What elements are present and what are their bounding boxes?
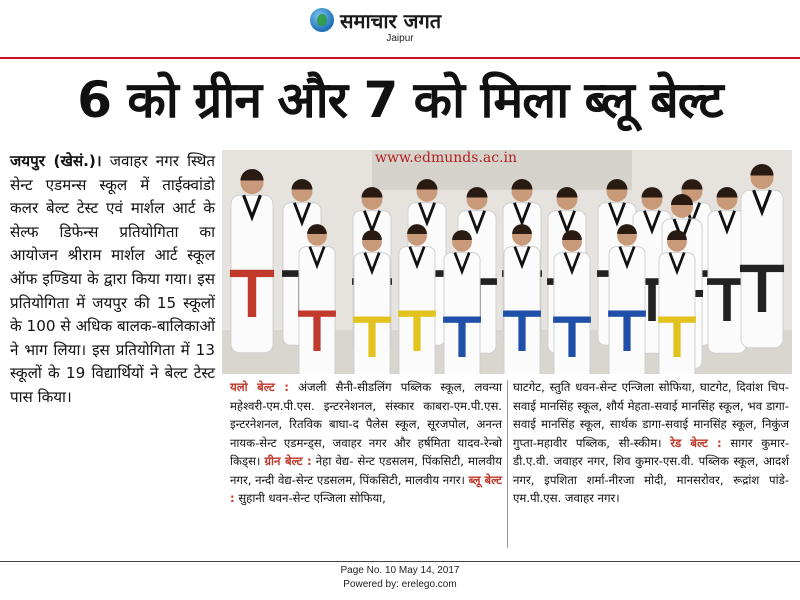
header-rule bbox=[0, 57, 800, 59]
dateline: जयपुर (खेसं.)। bbox=[10, 152, 102, 170]
headline: 6 को ग्रीन और 7 को मिला ब्लू बेल्ट bbox=[77, 71, 723, 129]
column-divider bbox=[507, 380, 508, 548]
student-figure bbox=[398, 224, 436, 374]
text-column-2 bbox=[513, 378, 789, 554]
masthead bbox=[0, 0, 800, 46]
student-figure bbox=[230, 169, 274, 353]
student-figure bbox=[298, 224, 336, 374]
red-belt-text: सागर कुमार-डी.ए.वी. जवाहर नगर, शिव कुमार-एस.वी. पब्लिक स्कूल, आदर्श नगर, इपशिता शर्मा-नीरजा मोदी, मानसरोवर, रूद्रांश पांडे-एम.पी.एस. जवाहर नगर। bbox=[513, 435, 790, 505]
footer-rule bbox=[0, 561, 800, 562]
lead-text: जवाहर नगर स्थित सेन्ट एडमन्स स्कूल में ताईक्वांडो कलर बेल्ट टेस्ट एवं मार्शल आर्ट के सेल्फ डिफेन्स प्रतियोगिता का आयोजन श्रीराम मार्शल आर्ट स्कूल ऑफ इण्डिया के द्वारा किया गया। इस प्रतियोगिता में जयपुर की 15 स्कूलों के 100 से अधिक बालक-बालिकाओं ने भाग लिया। इस प्रतियोगिता में 13 स्कूलों के 19 विद्यार्थियों ने बेल्ट टेस्ट पास किया। bbox=[10, 152, 215, 406]
group-photo bbox=[222, 150, 792, 374]
green-belt-label: ग्रीन बेल्ट : bbox=[264, 454, 312, 468]
photo-illustration bbox=[222, 150, 792, 374]
yellow-belt-label: यलो बेल्ट : bbox=[230, 380, 289, 394]
red-belt-label: रेड बेल्ट : bbox=[670, 435, 722, 450]
photo-website-sign: www.edmunds.ac.in bbox=[375, 150, 518, 166]
blue-belt-text: सुहानी धवन-सेन्ट एन्जिला सोफिया, bbox=[234, 491, 386, 505]
student-figure bbox=[740, 164, 784, 348]
edition-city: Jaipur bbox=[386, 33, 414, 44]
lead-paragraph bbox=[10, 150, 215, 410]
blue-belt-label: ब्लू बेल्ट : bbox=[230, 472, 503, 505]
globe-icon bbox=[310, 8, 334, 32]
student-figure bbox=[503, 224, 541, 374]
page-info: Page No. 10 May 14, 2017 bbox=[340, 565, 460, 576]
student-figure bbox=[608, 224, 646, 374]
yellow-belt-text: अंजली सैनी-सीडलिंग पब्लिक स्कूल, लवन्या महेश्वरी-एम.पी.एस. इन्टरनेशनल, संस्कार काबरा-एम.पी.एस. इन्टरनेशनल, रितविक बाघा-द पैलेस स्कूल, सूरजपोल, अनन्त नायक-सेन्ट एडमन्ड्स, जवाहर नगर और हर्षमिता यादव-रेन्बो किड्स। bbox=[230, 380, 502, 468]
logo-text: समाचार जगत bbox=[340, 8, 442, 33]
green-belt-text: नेहा वेद्य- सेन्ट एडसलम, पिंकसिटी, मालवीय नगर, नन्दी वेद्य-सेन्ट एडसलम, पिंकसिटी, मालवीय नगर। bbox=[230, 454, 503, 487]
newspaper-logo[interactable] bbox=[310, 6, 441, 34]
blue-belt-text-cont: घाटगेट, स्तुति धवन-सेन्ट एन्जिला सोफिया, घाटगेट, दिवांश चिप-सवाई मानसिंह स्कूल, शौर्य मेहता-सवाई मानसिंह स्कूल, भव डागा-सवाई मानसिंह स्कूल, सार्थक डागा-सवाई मानसिंह स्कूल, निकुंज गुप्ता-महावीर पब्लिक, सी-स्कीम। bbox=[513, 380, 789, 450]
powered-by[interactable]: Powered by: erelego.com bbox=[343, 579, 457, 590]
text-column-1 bbox=[230, 378, 502, 554]
